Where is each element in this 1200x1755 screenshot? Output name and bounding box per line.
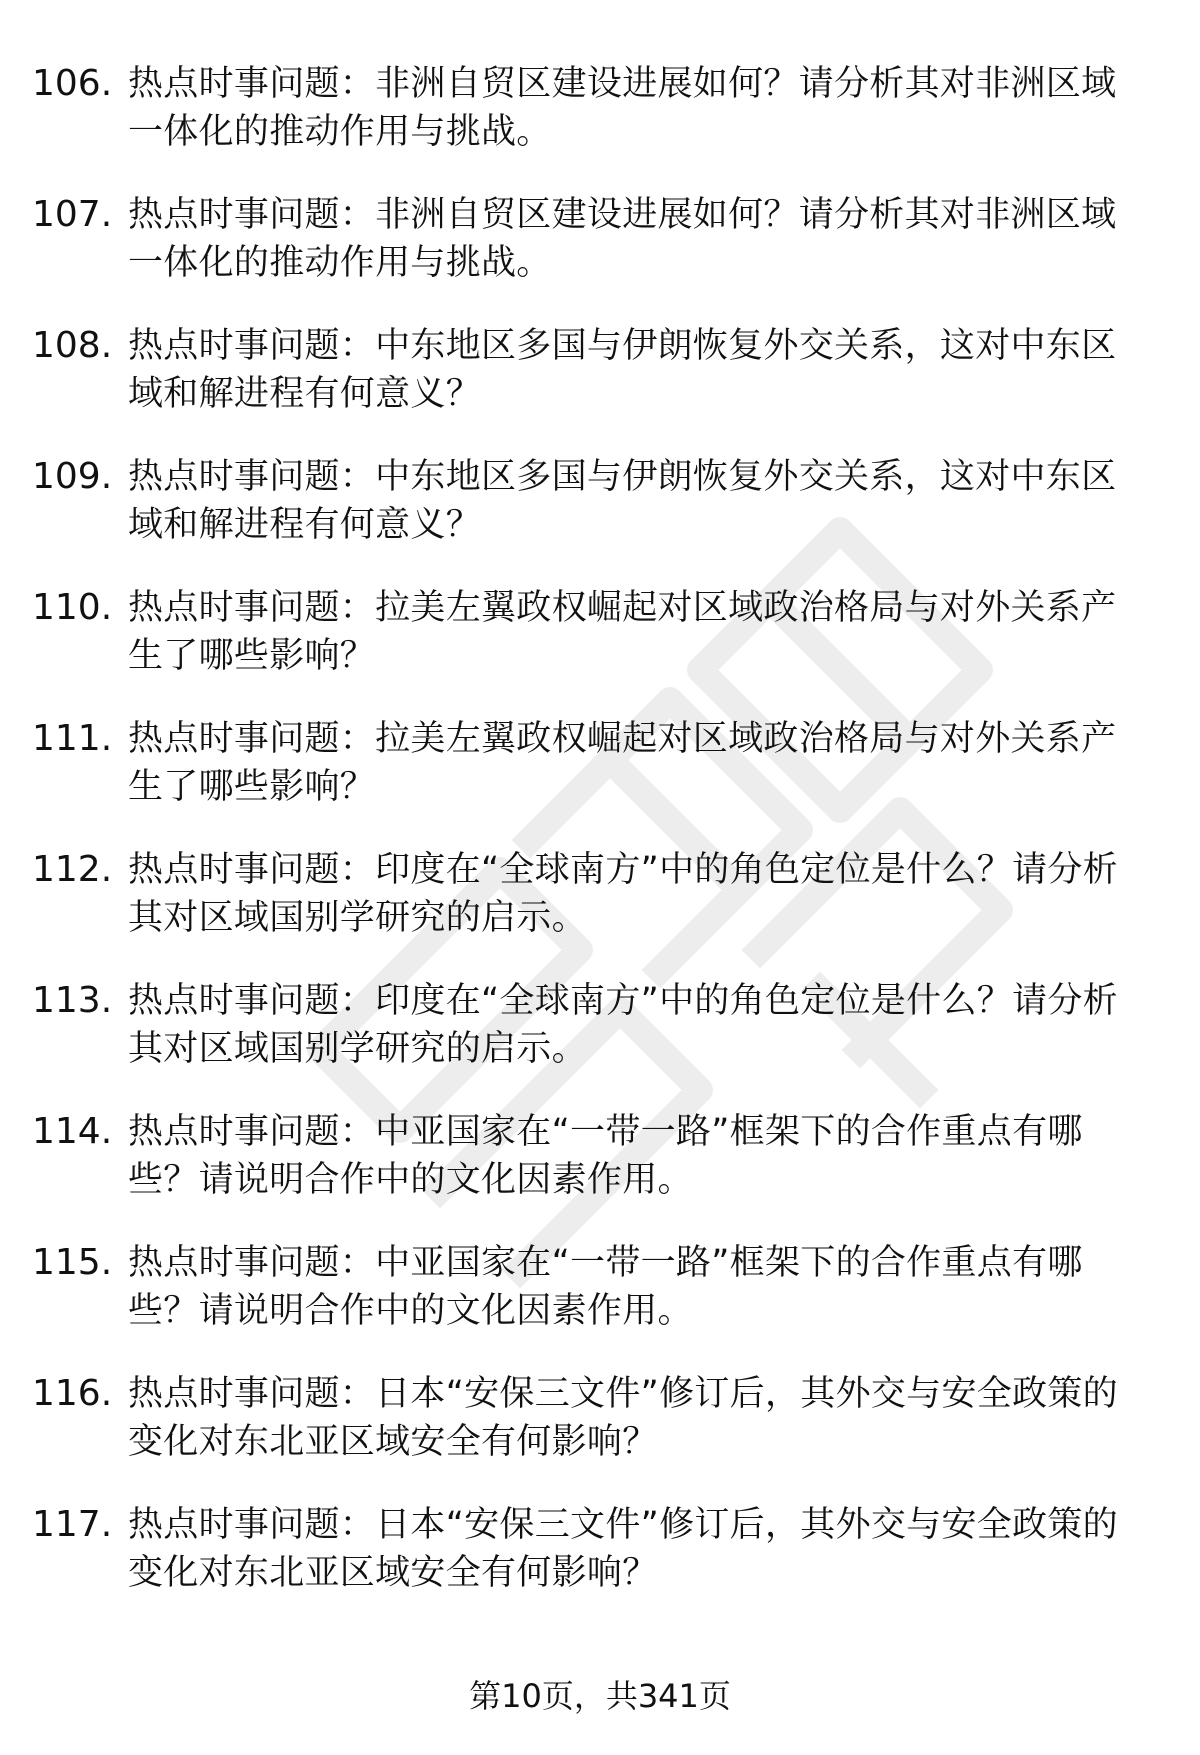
question-text: 热点时事问题：非洲自贸区建设进展如何？请分析其对非洲区域一体化的推动作用与挑战。	[128, 64, 1117, 152]
question-text: 热点时事问题：拉美左翼政权崛起对区域政治格局与对外关系产生了哪些影响？	[128, 588, 1117, 676]
question-text: 热点时事问题：中东地区多国与伊朗恢复外交关系，这对中东区域和解进程有何意义？	[128, 326, 1117, 414]
question-text: 热点时事问题：中东地区多国与伊朗恢复外交关系，这对中东区域和解进程有何意义？	[128, 457, 1117, 545]
question-text: 热点时事问题：日本“安保三文件”修订后，其外交与安全政策的变化对东北亚区域安全有何影响？	[128, 1505, 1118, 1593]
list-item	[0, 838, 1200, 969]
question-number: 106.	[32, 63, 113, 104]
question-number: 116.	[32, 1373, 113, 1414]
question-number: 107.	[32, 194, 113, 235]
question-text: 热点时事问题：非洲自贸区建设进展如何？请分析其对非洲区域一体化的推动作用与挑战。	[128, 195, 1117, 283]
question-text: 热点时事问题：中亚国家在“一带一路”框架下的合作重点有哪些？请说明合作中的文化因素作用。	[128, 1112, 1083, 1200]
question-number: 111.	[32, 718, 113, 759]
question-list	[0, 52, 1200, 1624]
list-item	[0, 969, 1200, 1100]
list-item	[0, 445, 1200, 576]
question-text: 热点时事问题：中亚国家在“一带一路”框架下的合作重点有哪些？请说明合作中的文化因素作用。	[128, 1243, 1083, 1331]
list-item	[0, 314, 1200, 445]
question-text: 热点时事问题：印度在“全球南方”中的角色定位是什么？请分析其对区域国别学研究的启示。	[128, 850, 1118, 938]
list-item	[0, 1100, 1200, 1231]
question-number: 114.	[32, 1111, 113, 1152]
question-number: 108.	[32, 325, 113, 366]
question-number: 113.	[32, 980, 113, 1021]
question-number: 115.	[32, 1242, 113, 1283]
list-item	[0, 1362, 1200, 1493]
question-number: 110.	[32, 587, 113, 628]
question-text: 热点时事问题：拉美左翼政权崛起对区域政治格局与对外关系产生了哪些影响？	[128, 719, 1117, 807]
list-item	[0, 52, 1200, 183]
question-text: 热点时事问题：日本“安保三文件”修订后，其外交与安全政策的变化对东北亚区域安全有何影响？	[128, 1374, 1118, 1462]
list-item	[0, 1493, 1200, 1624]
list-item	[0, 1231, 1200, 1362]
question-number: 109.	[32, 456, 113, 497]
page-footer: 第10页，共341页	[469, 1677, 731, 1715]
list-item	[0, 183, 1200, 314]
question-text: 热点时事问题：印度在“全球南方”中的角色定位是什么？请分析其对区域国别学研究的启示。	[128, 981, 1118, 1069]
question-number: 117.	[32, 1504, 113, 1545]
list-item	[0, 707, 1200, 838]
question-number: 112.	[32, 849, 113, 890]
list-item	[0, 576, 1200, 707]
